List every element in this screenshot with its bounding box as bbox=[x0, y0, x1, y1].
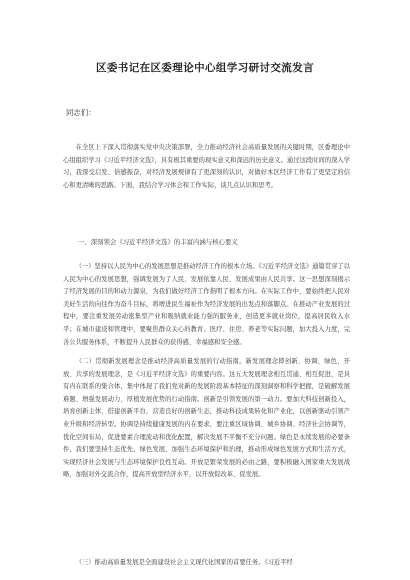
paragraph-1: （一）坚持以人民为中心的发展思想是推动经济工作的根本立场。《习近平经济文选》通篇贯穿了以人民为中心的发展思想，强调发展为了人民、发展依靠人民、发展成果由人民共享。这一思想深刻揭示了经济发展的目的和动力源泉，为我们做好经济工作指明了根本方向。在实际工作中，要始终把人民对美好生活的向往作为奋斗目标，将增进民生福祉作为经济发展的出发点和落脚点。在推动产业发展的过程中，要注重发展劳动密集型产业和吸纳就业能力强的服务业，创造更多就业岗位，提高居民收入水平；在城市建设和管理中，要聚焦群众关心的教育、医疗、住房、养老等实际问题，加大投入力度，完善公共服务体系，不断提升人民群众的获得感、幸福感和安全感。 bbox=[63, 263, 350, 346]
paragraph-3: （三）推动高质量发展是全面建设社会主义现代化国家的首要任务。《习近平经 bbox=[75, 559, 293, 566]
intro-paragraph: 在全区上下深入贯彻落实党中央决策部署，全力推动经济社会高质量发展的关键时期，区委理论中心组组织学习《习近平经济文选》，具有极其重要的现实意义和深远的历史意义。通过这段时间的深入学习，我深受启发、倍感振奋，对经济发展规律有了更深刻的认识，对做好本区经济工作有了更坚定的信心和更清晰的思路。下面，我结合学习体会和工作实际，谈几点认识和思考。 bbox=[63, 144, 350, 189]
section-heading: 一、深刻领会《习近平经济文选》的丰富内涵与核心要义 bbox=[78, 238, 238, 246]
paragraph-2: （二）贯彻新发展理念是推动经济高质量发展的行动指南。新发展理念即创新、协调、绿色、开放、共享的发展理念，是《习近平经济文选》的重要内容。这五大发展理念相互贯通、相互促进，是具有内在联系的集合体，集中体现了我们党对新的发展阶段基本特征的深刻洞察和科学把握，是破解发展难题、增强发展动力、厚植发展优势的行动指南。创新是引领发展的第一动力。要加大科技创新投入，培育创新主体，搭建创新平台，营造良好的创新生态，推动科技成果转化和产业化，以创新驱动引领产业升级和经济转型。协调是持续健康发展的内在要求，要注重区域协调、城乡协调、经济社会协调等，优化空间布局，促进要素合理流动和优化配置，解决发展不平衡不充分问题。绿色是永续发展的必要条件，我们要坚持生态优先、绿色发展，加强生态环境保护和治理，推动形成绿色发展方式和生活方式，实现经济社会发展与生态环境保护良性互动。开放是繁荣发展的必由之路，要积极融入国家重大发展战略，加强对外交流合作，提高开放型经济水平，以开放促改革、促发展。 bbox=[63, 358, 350, 479]
document-title: 区委书记在区委理论中心组学习研讨交流发言 bbox=[96, 62, 314, 74]
salutation: 同志们： bbox=[66, 108, 96, 117]
